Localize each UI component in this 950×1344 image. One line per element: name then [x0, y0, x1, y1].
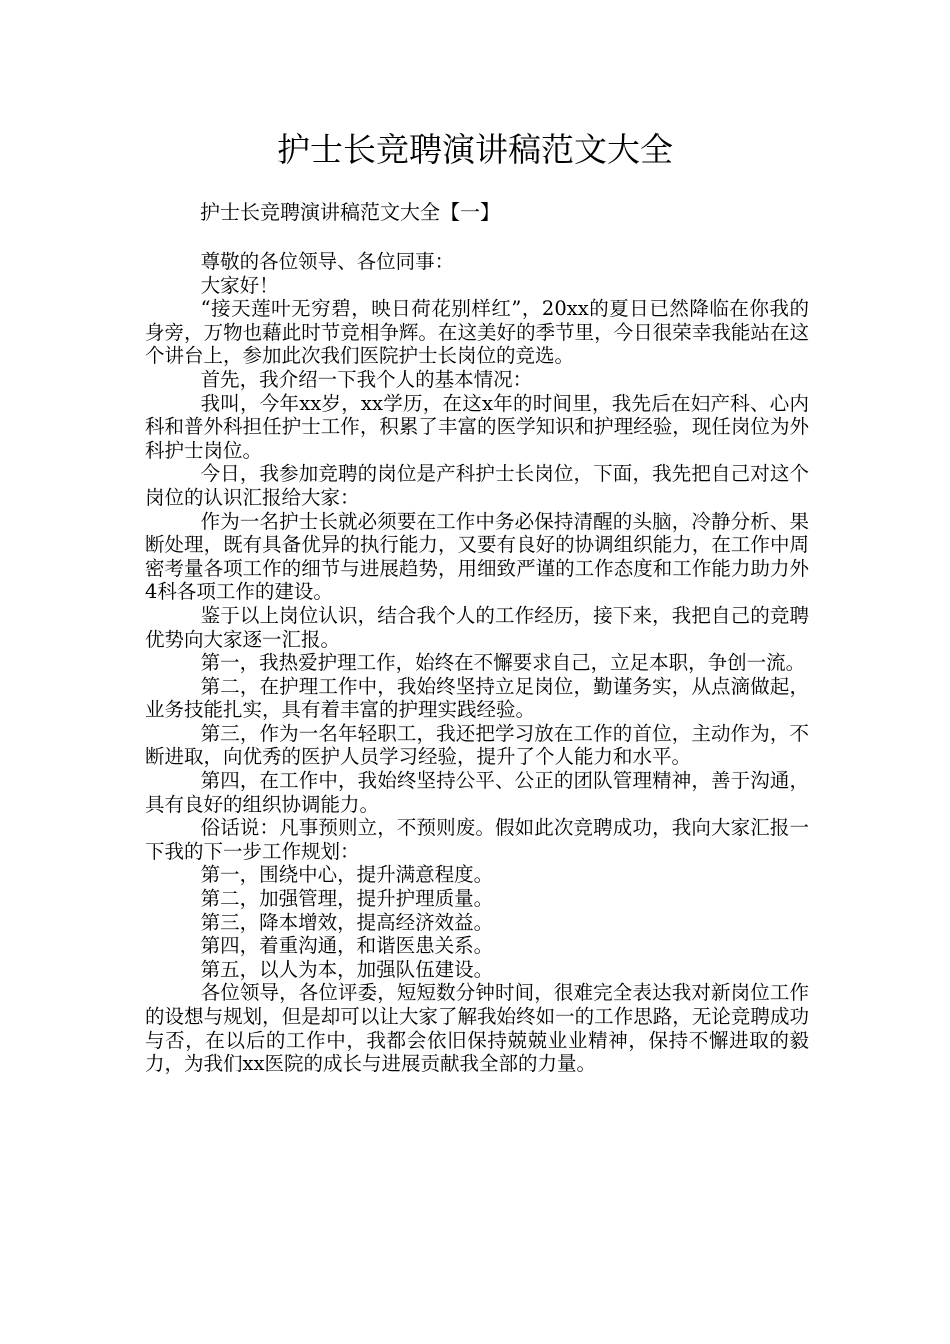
paragraph: “接天莲叶无穷碧，映日荷花别样红”，20xx的夏日已然降临在你我的身旁，万物也藉此时节竞相争辉。在这美好的季节里，今日很荣幸我能站在这个讲台上，参加此次我们医院护士长岗位的竞选。 [145, 297, 809, 368]
plan-item: 第三，降本增效，提高经济效益。 [200, 910, 494, 934]
document-title: 护士长竞聘演讲稿范文大全 [277, 130, 673, 169]
paragraph: 我叫，今年xx岁，xx学历，在这x年的时间里，我先后在妇产科、心内科和普外科担任护士工作，积累了丰富的医学知识和护理经验，现任岗位为外科护士岗位。 [145, 391, 809, 462]
greeting: 大家好！ [200, 273, 279, 297]
paragraph: 今日，我参加竞聘的岗位是产科护士长岗位，下面，我先把自己对这个岗位的认识汇报给大家： [145, 462, 809, 509]
plan-item: 第四，着重沟通，和谐医患关系。 [200, 934, 494, 958]
paragraph: 各位领导，各位评委，短短数分钟时间，很难完全表达我对新岗位工作的设想与规划，但是却可以让大家了解我始终如一的工作思路，无论竞聘成功与否，在以后的工作中，我都会依旧保持兢兢业业精神，保持不懈进取的毅力，为我们xx医院的成长与进展贡献我全部的力量。 [145, 981, 809, 1076]
section-heading: 护士长竞聘演讲稿范文大全【一】 [200, 200, 500, 224]
paragraph: 第四，在工作中，我始终坚持公平、公正的团队管理精神，善于沟通，具有良好的组织协调能力。 [145, 769, 809, 816]
paragraph: 作为一名护士长就必须要在工作中务必保持清醒的头脑，冷静分析、果断处理，既有具备优异的执行能力，又要有良好的协调组织能力，在工作中周密考量各项工作的细节与进展趋势，用细致严谨的工作态度和工作能力助力外4科各项工作的建设。 [145, 509, 809, 604]
salutation: 尊敬的各位领导、各位同事： [200, 250, 455, 273]
plan-item: 第二，加强管理，提升护理质量。 [200, 887, 494, 911]
paragraph: 首先，我介绍一下我个人的基本情况： [200, 367, 533, 391]
plan-item: 第一，围绕中心，提升满意程度。 [200, 863, 494, 887]
paragraph: 鉴于以上岗位认识，结合我个人的工作经历，接下来，我把自己的竞聘优势向大家逐一汇报。 [145, 603, 809, 651]
paragraph: 第一，我热爱护理工作，始终在不懈要求自己，立足本职，争创一流。 [200, 651, 806, 675]
paragraph: 俗话说：凡事预则立，不预则废。假如此次竞聘成功，我向大家汇报一下我的下一步工作规划： [145, 816, 809, 863]
document-body [145, 250, 809, 1076]
paragraph: 第三，作为一名年轻职工，我还把学习放在工作的首位，主动作为，不断进取，向优秀的医护人员学习经验，提升了个人能力和水平。 [145, 721, 809, 769]
paragraph: 第二，在护理工作中，我始终坚持立足岗位，勤谨务实，从点滴做起，业务技能扎实，具有着丰富的护理实践经验。 [145, 674, 809, 722]
plan-item: 第五，以人为本，加强队伍建设。 [200, 957, 494, 981]
